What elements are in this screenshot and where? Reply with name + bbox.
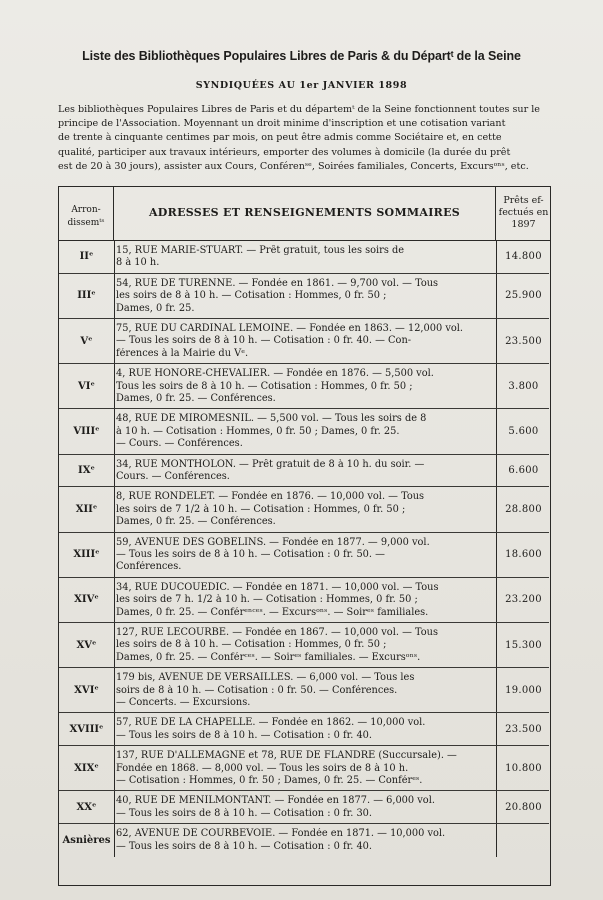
table-row bbox=[59, 533, 549, 578]
cell-adresse-line: les soirs de 7 1/2 à 10 h. — Cotisation : Hommes, 0 fr. 50 ; bbox=[116, 503, 406, 515]
cell-adresse-line: 4, RUE HONORÉ-CHEVALIER. — Fondée en 1876. — 5,500 vol. bbox=[116, 368, 434, 380]
cell-prets: 10.800 bbox=[496, 746, 550, 790]
cell-arrondissement: Asnières bbox=[59, 824, 115, 857]
cell-adresse-line: 62, AVENUE DE COURBEVOIE. — Fondée en 1871. — 10,000 vol. bbox=[116, 828, 446, 840]
cell-adresse-line: Dames, 0 fr. 25. bbox=[116, 302, 195, 314]
cell-adresse-line: les soirs de 8 à 10 h. — Cotisation : Hommes, 0 fr. 50 ; bbox=[116, 639, 387, 651]
cell-adresse-line: 75, RUE DU CARDINAL LEMOINE. — Fondée en 1863. — 12,000 vol. bbox=[116, 323, 464, 334]
cell-adresse-line: 54, RUE DE TURENNE. — Fondée en 1861. — 9,700 vol. — Tous bbox=[116, 277, 439, 289]
cell-adresse bbox=[116, 795, 492, 820]
page-subtitle: SYNDIQUÉES AU 1er JANVIER 1898 bbox=[195, 80, 408, 91]
cell-arrondissement: IIᵉ bbox=[59, 241, 115, 273]
cell-adresse-line: 8, RUE RONDELET. — Fondée en 1876. — 10,000 vol. — Tous bbox=[116, 491, 425, 503]
cell-adresse-line: 15, RUE MARIE-STUART. — Prêt gratuit, tous les soirs de bbox=[116, 245, 405, 256]
table-row bbox=[59, 364, 549, 409]
cell-prets: 5.600 bbox=[496, 409, 550, 453]
cell-adresse-line: 48, RUE DE MIROMESNIL. — 5,500 vol. — Tous les soirs de 8 bbox=[116, 413, 427, 425]
intro-line: principe de l'Association. Moyennant un droit minime d'inscription et une cotisation variant bbox=[58, 118, 506, 130]
cell-adresse-line: 40, RUE DE MÉNILMONTANT. — Fondée en 1877. — 6,000 vol. bbox=[116, 795, 435, 807]
table-row bbox=[59, 487, 549, 532]
cell-prets: 15.300 bbox=[496, 623, 550, 667]
cell-adresse-line: — Tous les soirs de 8 à 10 h. — Cotisation : 0 fr. 40. — Con- bbox=[116, 335, 412, 347]
cell-adresse bbox=[116, 245, 492, 270]
cell-prets bbox=[496, 824, 550, 857]
table-row bbox=[59, 623, 549, 668]
cell-adresse-line: — Cotisation : Hommes, 0 fr. 50 ; Dames, 0 fr. 25. — Conférᵉˢ. bbox=[116, 775, 423, 786]
intro-paragraph bbox=[58, 103, 554, 174]
cell-adresse-line: — Cours. — Conférences. bbox=[116, 438, 243, 450]
table-row bbox=[59, 824, 549, 857]
cell-arrondissement: VIIIᵉ bbox=[59, 409, 115, 453]
cell-arrondissement: XVIIIᵉ bbox=[59, 713, 115, 745]
cell-adresse-line: à 10 h. — Cotisation : Hommes, 0 fr. 50 ; Dames, 0 fr. 25. bbox=[116, 425, 400, 437]
cell-adresse-line: 179 bis, AVENUE DE VERSAILLES. — 6,000 vol. — Tous les bbox=[116, 672, 415, 684]
cell-arrondissement: VIᵉ bbox=[59, 364, 115, 408]
table-row bbox=[59, 668, 549, 713]
table-row bbox=[59, 578, 549, 623]
cell-adresse bbox=[116, 750, 492, 787]
cell-adresse-line: férences à la Mairie du Vᵉ. bbox=[116, 347, 249, 359]
cell-prets: 18.600 bbox=[496, 533, 550, 577]
cell-adresse bbox=[116, 368, 492, 405]
cell-arrondissement: XVᵉ bbox=[59, 623, 115, 667]
cell-prets: 25.900 bbox=[496, 274, 550, 318]
cell-prets: 6.600 bbox=[496, 455, 550, 487]
cell-adresse bbox=[116, 459, 492, 484]
cell-arrondissement: IIIᵉ bbox=[59, 274, 115, 318]
cell-adresse-line: 57, RUE DE LA CHAPELLE. — Fondée en 1862. — 10,000 vol. bbox=[116, 717, 426, 729]
cell-adresse-line: 34, RUE MONTHOLON. — Prêt gratuit de 8 à 10 h. du soir. — bbox=[116, 458, 425, 470]
table-row bbox=[59, 713, 549, 746]
cell-adresse-line: 137, RUE D'ALLEMAGNE et 78, RUE DE FLANDRE (Succursale). — bbox=[116, 750, 457, 762]
table-row bbox=[59, 409, 549, 454]
cell-arrondissement: XIIIᵉ bbox=[59, 533, 115, 577]
cell-adresse bbox=[116, 828, 492, 853]
cell-adresse bbox=[116, 717, 492, 742]
cell-arrondissement: XIIᵉ bbox=[59, 487, 115, 531]
intro-line: qualité, participer aux travaux intérieurs, emporter des volumes à domicile (la durée du prêt bbox=[58, 146, 511, 158]
cell-adresse bbox=[116, 582, 492, 619]
cell-adresse-line: 8 à 10 h. bbox=[116, 257, 160, 269]
cell-prets: 23.500 bbox=[496, 319, 550, 363]
cell-adresse-line: 59, AVENUE DES GOBELINS. — Fondée en 1877. — 9,000 vol. bbox=[116, 536, 430, 548]
cell-adresse-line: 34, RUE DUCOUEDIC. — Fondée en 1871. — 10,000 vol. — Tous bbox=[116, 581, 439, 593]
header-adresses: ADRESSES ET RENSEIGNEMENTS SOMMAIRES bbox=[114, 187, 496, 241]
cell-adresse-line: Dames, 0 fr. 25. — Conférᶜᵉˢ. — Soirᵉˢ familiales. — Excursᵒⁿˢ. bbox=[116, 651, 421, 663]
cell-adresse-line: Conférences. bbox=[116, 561, 182, 573]
intro-line: de trente à cinquante centimes par mois, on peut être admis comme Sociétaire et, en cette bbox=[58, 132, 502, 144]
cell-adresse-line: soirs de 8 à 10 h. — Cotisation : 0 fr. 50. — Conférences. bbox=[116, 684, 398, 696]
cell-adresse bbox=[116, 323, 492, 360]
cell-prets: 23.500 bbox=[496, 713, 550, 745]
page-title: Liste des Bibliothèques Populaires Libres de Paris & du Départᵗ de la Seine bbox=[82, 48, 521, 63]
cell-adresse-line: Fondée en 1868. — 8,000 vol. — Tous les soirs de 8 à 10 h. bbox=[116, 762, 409, 774]
intro-line: Les bibliothèques Populaires Libres de Paris et du départemᵗ de la Seine fonctionnent toutes sur le bbox=[58, 104, 540, 115]
cell-adresse bbox=[116, 491, 492, 528]
table-row bbox=[59, 791, 549, 824]
header-prets: Prêts ef- fectués en 1897 bbox=[496, 187, 551, 241]
cell-adresse-line: — Tous les soirs de 8 à 10 h. — Cotisation : 0 fr. 40. bbox=[116, 840, 373, 852]
cell-arrondissement: XXᵉ bbox=[59, 791, 115, 823]
cell-prets: 23.200 bbox=[496, 578, 550, 622]
cell-arrondissement: XIVᵉ bbox=[59, 578, 115, 622]
cell-arrondissement: XIXᵉ bbox=[59, 746, 115, 790]
cell-prets: 20.800 bbox=[496, 791, 550, 823]
cell-adresse-line: Cours. — Conférences. bbox=[116, 471, 230, 482]
libraries-table bbox=[58, 186, 551, 886]
cell-arrondissement: Vᵉ bbox=[59, 319, 115, 363]
cell-adresse-line: Dames, 0 fr. 25. — Conférences. bbox=[116, 393, 276, 404]
cell-adresse-line: les soirs de 8 à 10 h. — Cotisation : Hommes, 0 fr. 50 ; bbox=[116, 290, 387, 302]
table-row bbox=[59, 455, 549, 488]
cell-adresse-line: 127, RUE LECOURBE. — Fondée en 1867. — 10,000 vol. — Tous bbox=[116, 627, 438, 638]
cell-arrondissement: IXᵉ bbox=[59, 455, 115, 487]
cell-prets: 3.800 bbox=[496, 364, 550, 408]
cell-adresse bbox=[116, 627, 492, 664]
table-row bbox=[59, 319, 549, 364]
intro-line: est de 20 à 30 jours), assister aux Cours, Conférenˢᵉ, Soirées familiales, Concerts, Excursᵒⁿˢ, etc. bbox=[58, 160, 529, 172]
table-row bbox=[59, 241, 549, 274]
cell-adresse-line: — Concerts. — Excursions. bbox=[116, 697, 251, 708]
cell-adresse bbox=[116, 413, 492, 450]
header-arrondissement: Arron- dissemᵗˢ bbox=[59, 187, 114, 241]
table-row bbox=[59, 746, 549, 791]
cell-adresse-line: — Tous les soirs de 8 à 10 h. — Cotisation : 0 fr. 50. — bbox=[116, 549, 385, 560]
cell-adresse-line: Dames, 0 fr. 25. — Conférᵉⁿᶜᵉˢ. — Excursᵒⁿˢ. — Soirᵉˢ familiales. bbox=[116, 606, 429, 618]
cell-adresse-line: les soirs de 7 h. 1/2 à 10 h. — Cotisation : Hommes, 0 fr. 50 ; bbox=[116, 594, 418, 606]
cell-adresse bbox=[116, 672, 492, 709]
cell-adresse bbox=[116, 537, 492, 574]
cell-prets: 28.800 bbox=[496, 487, 550, 531]
cell-arrondissement: XVIᵉ bbox=[59, 668, 115, 712]
table-row bbox=[59, 274, 549, 319]
cell-adresse-line: — Tous les soirs de 8 à 10 h. — Cotisation : 0 fr. 30. bbox=[116, 807, 373, 819]
cell-adresse-line: Tous les soirs de 8 à 10 h. — Cotisation : Hommes, 0 fr. 50 ; bbox=[116, 380, 413, 392]
cell-adresse-line: — Tous les soirs de 8 à 10 h. — Cotisation : 0 fr. 40. bbox=[116, 729, 373, 741]
cell-adresse-line: Dames, 0 fr. 25. — Conférences. bbox=[116, 516, 276, 528]
cell-prets: 19.000 bbox=[496, 668, 550, 712]
cell-prets: 14.800 bbox=[496, 241, 550, 273]
cell-adresse bbox=[116, 278, 492, 315]
